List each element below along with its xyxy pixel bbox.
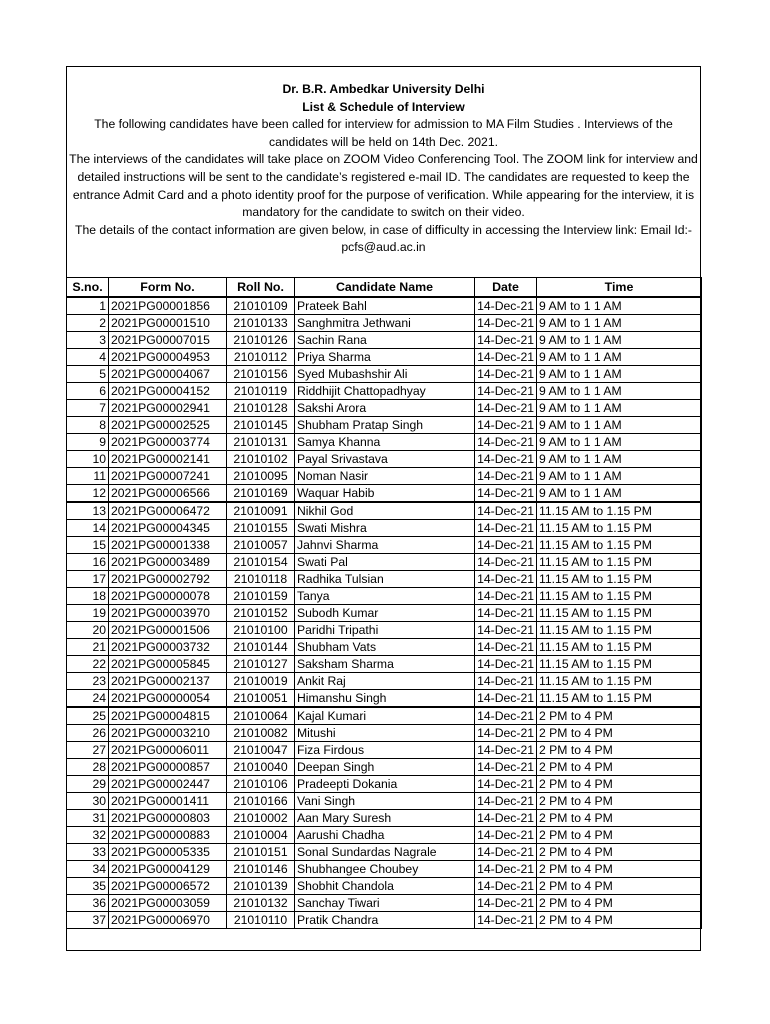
sno-cell: 8	[67, 416, 109, 433]
form-no-cell: 2021PG00002141	[109, 450, 227, 467]
sno-cell: 24	[67, 689, 109, 707]
roll-no-cell: 21010119	[227, 382, 295, 399]
candidate-name-cell: Prateek Bahl	[295, 297, 475, 315]
table-row	[67, 604, 702, 621]
sno-cell: 14	[67, 519, 109, 536]
candidate-name-cell: Pratik Chandra	[295, 911, 475, 928]
table-row	[67, 724, 702, 741]
time-cell: 9 AM to 1 1 AM	[537, 399, 702, 416]
time-cell: 2 PM to 4 PM	[537, 792, 702, 809]
form-no-cell: 2021PG00003210	[109, 724, 227, 741]
form-no-cell: 2021PG00005845	[109, 655, 227, 672]
date-cell: 14-Dec-21	[475, 638, 537, 655]
roll-no-cell: 21010133	[227, 314, 295, 331]
time-cell: 11.15 AM to 1.15 PM	[537, 621, 702, 638]
document-header	[67, 67, 700, 278]
candidate-name-cell: Waquar Habib	[295, 484, 475, 502]
form-no-cell: 2021PG00006970	[109, 911, 227, 928]
date-cell: 14-Dec-21	[475, 536, 537, 553]
roll-no-cell: 21010047	[227, 741, 295, 758]
date-cell: 14-Dec-21	[475, 348, 537, 365]
date-cell: 14-Dec-21	[475, 365, 537, 382]
candidate-name-cell: Shobhit Chandola	[295, 877, 475, 894]
candidate-name-cell: Mitushi	[295, 724, 475, 741]
form-no-cell: 2021PG00003774	[109, 433, 227, 450]
candidates-table	[66, 277, 702, 929]
candidate-name-cell: Saksham Sharma	[295, 655, 475, 672]
date-cell: 14-Dec-21	[475, 741, 537, 758]
roll-no-cell: 21010040	[227, 758, 295, 775]
roll-no-cell: 21010139	[227, 877, 295, 894]
roll-no-cell: 21010145	[227, 416, 295, 433]
time-cell: 9 AM to 1 1 AM	[537, 484, 702, 502]
table-row	[67, 365, 702, 382]
date-cell: 14-Dec-21	[475, 672, 537, 689]
roll-no-cell: 21010110	[227, 911, 295, 928]
table-row	[67, 809, 702, 826]
date-cell: 14-Dec-21	[475, 484, 537, 502]
time-cell: 2 PM to 4 PM	[537, 877, 702, 894]
table-row	[67, 348, 702, 365]
time-cell: 2 PM to 4 PM	[537, 758, 702, 775]
roll-no-cell: 21010127	[227, 655, 295, 672]
candidate-name-cell: Himanshu Singh	[295, 689, 475, 707]
table-row	[67, 399, 702, 416]
time-cell: 11.15 AM to 1.15 PM	[537, 570, 702, 587]
time-cell: 2 PM to 4 PM	[537, 894, 702, 911]
date-cell: 14-Dec-21	[475, 826, 537, 843]
roll-no-cell: 21010002	[227, 809, 295, 826]
table-row	[67, 484, 702, 502]
date-cell: 14-Dec-21	[475, 809, 537, 826]
sno-cell: 1	[67, 297, 109, 315]
time-cell: 2 PM to 4 PM	[537, 724, 702, 741]
column-header-form-no: Form No.	[109, 278, 227, 297]
table-row	[67, 536, 702, 553]
roll-no-cell: 21010151	[227, 843, 295, 860]
candidate-name-cell: Fiza Firdous	[295, 741, 475, 758]
roll-no-cell: 21010166	[227, 792, 295, 809]
time-cell: 2 PM to 4 PM	[537, 826, 702, 843]
roll-no-cell: 21010057	[227, 536, 295, 553]
time-cell: 11.15 AM to 1.15 PM	[537, 553, 702, 570]
interview-schedule-sheet	[66, 66, 701, 951]
instructions-paragraph: The interviews of the candidates will take place on ZOOM Video Conferencing Tool. The ZOOM link for interview and detailed instructions will be sent to the candidate’s registered e-mail ID. The candidates are requested to keep the entrance Admit Card and a photo identity proof for the purpose of verification. While appearing for the interview, it is mandatory for the candidate to switch on their video.	[69, 152, 698, 220]
time-cell: 9 AM to 1 1 AM	[537, 433, 702, 450]
roll-no-cell: 21010132	[227, 894, 295, 911]
form-no-cell: 2021PG00007015	[109, 331, 227, 348]
column-header-time: Time	[537, 278, 702, 297]
table-row	[67, 331, 702, 348]
candidate-name-cell: Ankit Raj	[295, 672, 475, 689]
date-cell: 14-Dec-21	[475, 519, 537, 536]
form-no-cell: 2021PG00003489	[109, 553, 227, 570]
form-no-cell: 2021PG00001338	[109, 536, 227, 553]
table-row	[67, 894, 702, 911]
form-no-cell: 2021PG00006566	[109, 484, 227, 502]
candidate-name-cell: Riddhijit Chattopadhyay	[295, 382, 475, 399]
table-row	[67, 621, 702, 638]
time-cell: 11.15 AM to 1.15 PM	[537, 587, 702, 604]
sno-cell: 28	[67, 758, 109, 775]
form-no-cell: 2021PG00000054	[109, 689, 227, 707]
time-cell: 11.15 AM to 1.15 PM	[537, 502, 702, 520]
roll-no-cell: 21010155	[227, 519, 295, 536]
roll-no-cell: 21010144	[227, 638, 295, 655]
roll-no-cell: 21010112	[227, 348, 295, 365]
form-no-cell: 2021PG00002447	[109, 775, 227, 792]
candidate-name-cell: Sanchay Tiwari	[295, 894, 475, 911]
candidate-name-cell: Nikhil God	[295, 502, 475, 520]
time-cell: 11.15 AM to 1.15 PM	[537, 672, 702, 689]
sno-cell: 27	[67, 741, 109, 758]
candidate-name-cell: Kajal Kumari	[295, 707, 475, 725]
sno-cell: 21	[67, 638, 109, 655]
sno-cell: 22	[67, 655, 109, 672]
table-row	[67, 570, 702, 587]
sno-cell: 31	[67, 809, 109, 826]
candidate-name-cell: Tanya	[295, 587, 475, 604]
date-cell: 14-Dec-21	[475, 570, 537, 587]
date-cell: 14-Dec-21	[475, 382, 537, 399]
time-cell: 11.15 AM to 1.15 PM	[537, 689, 702, 707]
table-row	[67, 826, 702, 843]
university-title: Dr. B.R. Ambedkar University Delhi	[282, 82, 485, 96]
table-row	[67, 860, 702, 877]
table-body	[67, 297, 702, 929]
date-cell: 14-Dec-21	[475, 553, 537, 570]
date-cell: 14-Dec-21	[475, 502, 537, 520]
candidate-name-cell: Noman Nasir	[295, 467, 475, 484]
candidate-name-cell: Swati Pal	[295, 553, 475, 570]
table-row	[67, 519, 702, 536]
roll-no-cell: 21010152	[227, 604, 295, 621]
form-no-cell: 2021PG00004067	[109, 365, 227, 382]
form-no-cell: 2021PG00002941	[109, 399, 227, 416]
date-cell: 14-Dec-21	[475, 775, 537, 792]
form-no-cell: 2021PG00000857	[109, 758, 227, 775]
table-row	[67, 758, 702, 775]
date-cell: 14-Dec-21	[475, 450, 537, 467]
date-cell: 14-Dec-21	[475, 467, 537, 484]
form-no-cell: 2021PG00004152	[109, 382, 227, 399]
intro-paragraph: The following candidates have been called for interview for admission to MA Film Studies . Interviews of the candidates will be held on 14th Dec. 2021.	[94, 117, 673, 149]
roll-no-cell: 21010131	[227, 433, 295, 450]
candidate-name-cell: Shubhangee Choubey	[295, 860, 475, 877]
form-no-cell: 2021PG00006572	[109, 877, 227, 894]
candidate-name-cell: Sonal Sundardas Nagrale	[295, 843, 475, 860]
table-row	[67, 467, 702, 484]
date-cell: 14-Dec-21	[475, 297, 537, 315]
form-no-cell: 2021PG00000078	[109, 587, 227, 604]
time-cell: 9 AM to 1 1 AM	[537, 297, 702, 315]
form-no-cell: 2021PG00004345	[109, 519, 227, 536]
table-row	[67, 433, 702, 450]
candidate-name-cell: Radhika Tulsian	[295, 570, 475, 587]
table-row	[67, 297, 702, 315]
form-no-cell: 2021PG00004953	[109, 348, 227, 365]
date-cell: 14-Dec-21	[475, 758, 537, 775]
date-cell: 14-Dec-21	[475, 621, 537, 638]
candidate-name-cell: Jahnvi Sharma	[295, 536, 475, 553]
form-no-cell: 2021PG00003970	[109, 604, 227, 621]
roll-no-cell: 21010146	[227, 860, 295, 877]
sno-cell: 9	[67, 433, 109, 450]
roll-no-cell: 21010004	[227, 826, 295, 843]
sno-cell: 13	[67, 502, 109, 520]
time-cell: 11.15 AM to 1.15 PM	[537, 638, 702, 655]
date-cell: 14-Dec-21	[475, 843, 537, 860]
time-cell: 9 AM to 1 1 AM	[537, 467, 702, 484]
candidate-name-cell: Syed Mubashshir Ali	[295, 365, 475, 382]
roll-no-cell: 21010109	[227, 297, 295, 315]
sno-cell: 37	[67, 911, 109, 928]
time-cell: 9 AM to 1 1 AM	[537, 348, 702, 365]
time-cell: 2 PM to 4 PM	[537, 860, 702, 877]
time-cell: 2 PM to 4 PM	[537, 707, 702, 725]
sno-cell: 26	[67, 724, 109, 741]
sno-cell: 10	[67, 450, 109, 467]
time-cell: 9 AM to 1 1 AM	[537, 331, 702, 348]
sno-cell: 29	[67, 775, 109, 792]
form-no-cell: 2021PG00002137	[109, 672, 227, 689]
sno-cell: 4	[67, 348, 109, 365]
roll-no-cell: 21010064	[227, 707, 295, 725]
candidate-name-cell: Sanghmitra Jethwani	[295, 314, 475, 331]
time-cell: 9 AM to 1 1 AM	[537, 365, 702, 382]
column-header-date: Date	[475, 278, 537, 297]
table-row	[67, 638, 702, 655]
form-no-cell: 2021PG00002792	[109, 570, 227, 587]
candidate-name-cell: Swati Mishra	[295, 519, 475, 536]
date-cell: 14-Dec-21	[475, 894, 537, 911]
roll-no-cell: 21010102	[227, 450, 295, 467]
sno-cell: 32	[67, 826, 109, 843]
time-cell: 9 AM to 1 1 AM	[537, 314, 702, 331]
sno-cell: 12	[67, 484, 109, 502]
date-cell: 14-Dec-21	[475, 911, 537, 928]
roll-no-cell: 21010159	[227, 587, 295, 604]
form-no-cell: 2021PG00003732	[109, 638, 227, 655]
form-no-cell: 2021PG00004815	[109, 707, 227, 725]
candidate-name-cell: Payal Srivastava	[295, 450, 475, 467]
roll-no-cell: 21010095	[227, 467, 295, 484]
table-row	[67, 775, 702, 792]
table-row	[67, 587, 702, 604]
sno-cell: 15	[67, 536, 109, 553]
form-no-cell: 2021PG00001506	[109, 621, 227, 638]
date-cell: 14-Dec-21	[475, 587, 537, 604]
date-cell: 14-Dec-21	[475, 604, 537, 621]
sno-cell: 16	[67, 553, 109, 570]
table-row	[67, 741, 702, 758]
form-no-cell: 2021PG00003059	[109, 894, 227, 911]
sno-cell: 5	[67, 365, 109, 382]
sno-cell: 35	[67, 877, 109, 894]
candidate-name-cell: Priya Sharma	[295, 348, 475, 365]
sno-cell: 33	[67, 843, 109, 860]
date-cell: 14-Dec-21	[475, 314, 537, 331]
roll-no-cell: 21010082	[227, 724, 295, 741]
candidate-name-cell: Aan Mary Suresh	[295, 809, 475, 826]
candidate-name-cell: Aarushi Chadha	[295, 826, 475, 843]
candidate-name-cell: Shubham Pratap Singh	[295, 416, 475, 433]
candidate-name-cell: Sachin Rana	[295, 331, 475, 348]
time-cell: 11.15 AM to 1.15 PM	[537, 519, 702, 536]
table-row	[67, 382, 702, 399]
contact-paragraph: The details of the contact information are given below, in case of difficulty in accessing the Interview link: Email Id:-pcfs@aud.ac.in	[75, 222, 692, 255]
table-row	[67, 792, 702, 809]
table-row	[67, 843, 702, 860]
sno-cell: 36	[67, 894, 109, 911]
table-row	[67, 314, 702, 331]
time-cell: 2 PM to 4 PM	[537, 775, 702, 792]
sno-cell: 19	[67, 604, 109, 621]
time-cell: 9 AM to 1 1 AM	[537, 382, 702, 399]
roll-no-cell: 21010169	[227, 484, 295, 502]
roll-no-cell: 21010156	[227, 365, 295, 382]
time-cell: 11.15 AM to 1.15 PM	[537, 655, 702, 672]
form-no-cell: 2021PG00000803	[109, 809, 227, 826]
date-cell: 14-Dec-21	[475, 331, 537, 348]
form-no-cell: 2021PG00007241	[109, 467, 227, 484]
roll-no-cell: 21010106	[227, 775, 295, 792]
roll-no-cell: 21010019	[227, 672, 295, 689]
candidate-name-cell: Deepan Singh	[295, 758, 475, 775]
table-row	[67, 707, 702, 725]
form-no-cell: 2021PG00006472	[109, 502, 227, 520]
roll-no-cell: 21010154	[227, 553, 295, 570]
time-cell: 2 PM to 4 PM	[537, 843, 702, 860]
roll-no-cell: 21010091	[227, 502, 295, 520]
date-cell: 14-Dec-21	[475, 416, 537, 433]
date-cell: 14-Dec-21	[475, 724, 537, 741]
table-row	[67, 553, 702, 570]
table-row	[67, 877, 702, 894]
candidate-name-cell: Subodh Kumar	[295, 604, 475, 621]
time-cell: 11.15 AM to 1.15 PM	[537, 536, 702, 553]
candidate-name-cell: Vani Singh	[295, 792, 475, 809]
table-row	[67, 689, 702, 707]
table-row	[67, 416, 702, 433]
sno-cell: 23	[67, 672, 109, 689]
sno-cell: 30	[67, 792, 109, 809]
time-cell: 2 PM to 4 PM	[537, 809, 702, 826]
column-header-sno: S.no.	[67, 278, 109, 297]
time-cell: 9 AM to 1 1 AM	[537, 450, 702, 467]
roll-no-cell: 21010126	[227, 331, 295, 348]
roll-no-cell: 21010128	[227, 399, 295, 416]
date-cell: 14-Dec-21	[475, 399, 537, 416]
form-no-cell: 2021PG00001411	[109, 792, 227, 809]
table-row	[67, 450, 702, 467]
sno-cell: 3	[67, 331, 109, 348]
sno-cell: 11	[67, 467, 109, 484]
form-no-cell: 2021PG00001856	[109, 297, 227, 315]
date-cell: 14-Dec-21	[475, 707, 537, 725]
date-cell: 14-Dec-21	[475, 655, 537, 672]
time-cell: 9 AM to 1 1 AM	[537, 416, 702, 433]
form-no-cell: 2021PG00005335	[109, 843, 227, 860]
table-header-row	[67, 278, 702, 297]
date-cell: 14-Dec-21	[475, 433, 537, 450]
sno-cell: 34	[67, 860, 109, 877]
sno-cell: 2	[67, 314, 109, 331]
form-no-cell: 2021PG00000883	[109, 826, 227, 843]
roll-no-cell: 21010118	[227, 570, 295, 587]
candidate-name-cell: Sakshi Arora	[295, 399, 475, 416]
sno-cell: 17	[67, 570, 109, 587]
date-cell: 14-Dec-21	[475, 689, 537, 707]
form-no-cell: 2021PG00004129	[109, 860, 227, 877]
table-row	[67, 911, 702, 928]
form-no-cell: 2021PG00001510	[109, 314, 227, 331]
candidate-name-cell: Paridhi Tripathi	[295, 621, 475, 638]
sno-cell: 20	[67, 621, 109, 638]
roll-no-cell: 21010051	[227, 689, 295, 707]
time-cell: 2 PM to 4 PM	[537, 741, 702, 758]
sno-cell: 18	[67, 587, 109, 604]
candidate-name-cell: Pradeepti Dokania	[295, 775, 475, 792]
candidate-name-cell: Shubham Vats	[295, 638, 475, 655]
form-no-cell: 2021PG00002525	[109, 416, 227, 433]
column-header-candidate-name: Candidate Name	[295, 278, 475, 297]
column-header-roll-no: Roll No.	[227, 278, 295, 297]
date-cell: 14-Dec-21	[475, 877, 537, 894]
time-cell: 2 PM to 4 PM	[537, 911, 702, 928]
date-cell: 14-Dec-21	[475, 792, 537, 809]
roll-no-cell: 21010100	[227, 621, 295, 638]
candidate-name-cell: Samya Khanna	[295, 433, 475, 450]
table-row	[67, 655, 702, 672]
table-row	[67, 672, 702, 689]
form-no-cell: 2021PG00006011	[109, 741, 227, 758]
table-row	[67, 502, 702, 520]
document-subtitle: List & Schedule of Interview	[302, 99, 465, 114]
sno-cell: 7	[67, 399, 109, 416]
time-cell: 11.15 AM to 1.15 PM	[537, 604, 702, 621]
sno-cell: 6	[67, 382, 109, 399]
sno-cell: 25	[67, 707, 109, 725]
date-cell: 14-Dec-21	[475, 860, 537, 877]
